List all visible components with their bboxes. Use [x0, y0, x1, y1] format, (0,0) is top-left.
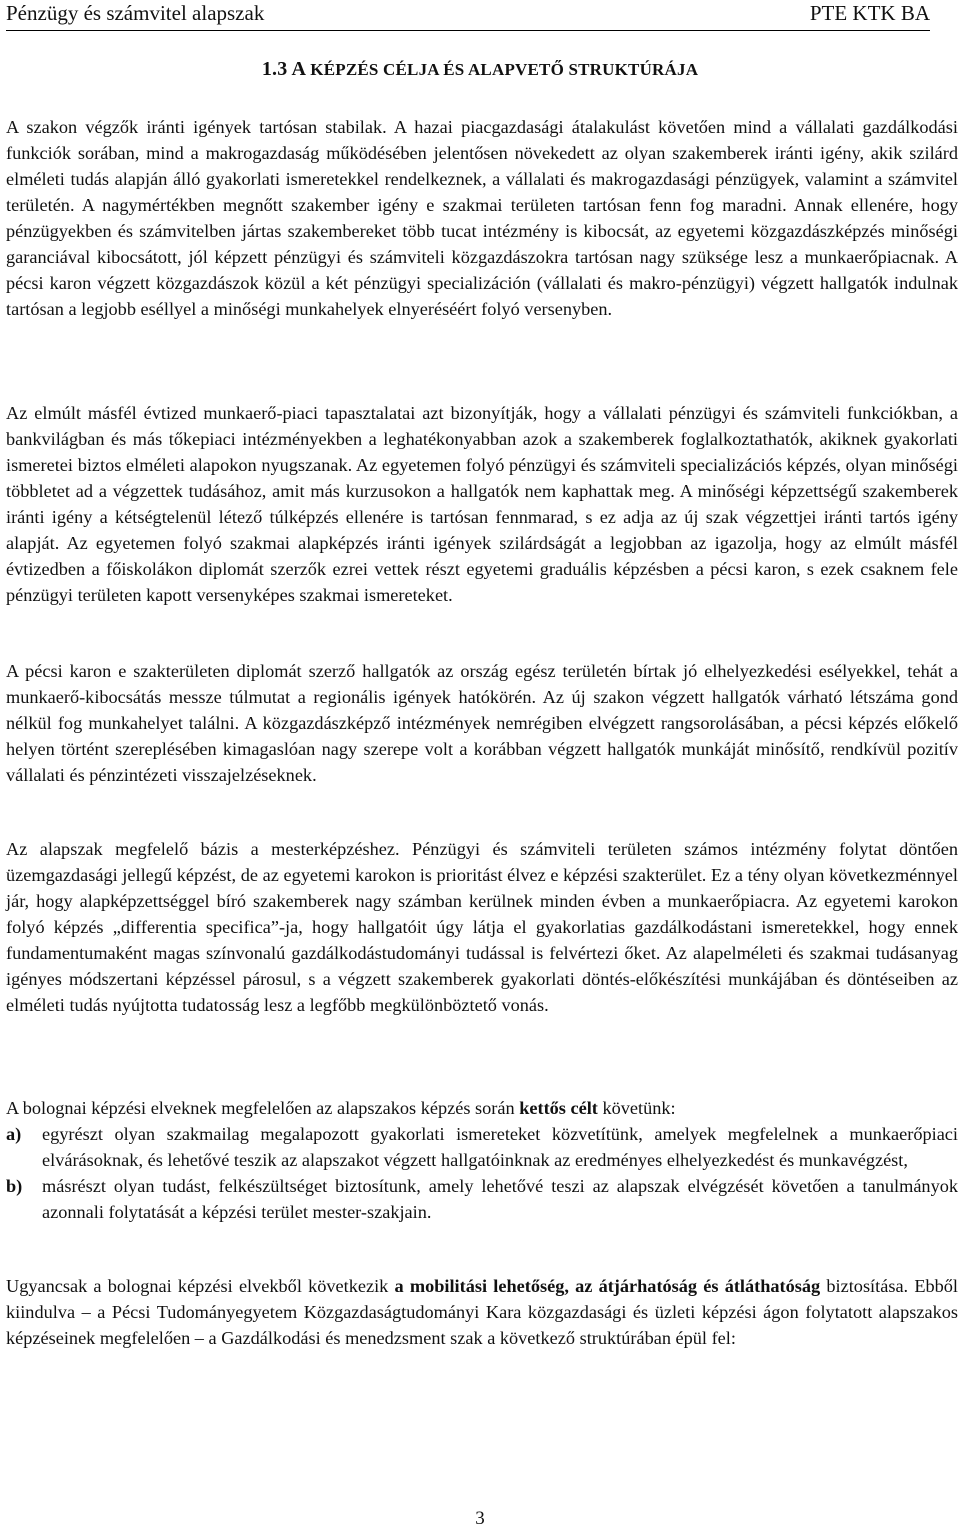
list-item: [6, 1173, 958, 1225]
paragraph-demand: A szakon végzők iránti igények tartósan stabilak. A hazai piacgazdasági átalakulást követően mind a vállalati gazdálkodási funkciók sorában, mind a makrogazdaság működésében jelentősen növekedett az olyan szakemberek iránti igény, akik szilárd elméleti tudás alapján álló gyakorlati ismeretekkel rendelkeznek, a vállalati és makrogazdasági pénzügyek, valamint a számvitel területén. A nagymértékben megnőtt szakember igény e szakmai területen tartósan fenn fog maradni. Annak ellenére, hogy pénzügyekben és számvitelben jártas szakembereket több tucat intézmény is kibocsát, az egyetemi közgazdászképzés minőségi garanciával kibocsátott, jól képzett pénzügyi és számviteli közgazdászokra tartósan nagy szüksége lesz a munkaerőpiacnak. A pécsi karon végzett közgazdászok közül a két pénzügyi specializáción (vállalati és makro-pénzügyi) végzett hallgatók indulnak tartósan a legjobb eséllyel a minőségi munkahelyek elnyeréséért folyó versenyben.: [6, 117, 958, 319]
paragraph-dual-goal: [6, 1095, 958, 1121]
mobility-emphasis: a mobilitási lehetőség, az átjárhatóság és átláthatóság: [394, 1276, 821, 1296]
mobility-text-after: biztosítása. Ebből kiindulva – a Pécsi Tudományegyetem Közgazdaságtudományi Kara közgazdasági és üzleti képzési ágon folytatott alapszakos képzéseinek megfelelően – a Gazdálkodási és menedzsment szak a következő struktúrában épül fel:: [6, 1276, 959, 1348]
running-header: [6, 0, 930, 31]
mobility-text-before: Ugyancsak a bolognai képzési elvekből következik: [6, 1276, 395, 1296]
list-item-text: másrészt olyan tudást, felkészültséget biztosítunk, amely lehetővé teszi az alapszak elvégzését követően a tanulmányok azonnali folytatását a képzési terület mester-szakjain.: [42, 1176, 958, 1222]
paragraph-placement: A pécsi karon e szakterületen diplomát szerző hallgatók az ország egész területén bírtak jó elhelyezkedési esélyekkel, tehát a munkaerő-kibocsátás messze túlmutat a regionális igények hatókörén. Az új szakon végzett hallgatók várható létszáma gond nélkül fog munkahelyet találni. A közgazdászképző intézmények nemrégiben elvégzett rangsorolásában, a pécsi képzés előkelő helyen történt szereplésében kimagaslóan nagy szerepe volt a korábban végzett hallgatók munkáját minősítő, rendkívül pozitív vállalati és pénzintézeti visszajelzéseknek.: [6, 661, 958, 785]
header-course-name: Pénzügy és számvitel alapszak: [6, 1, 265, 25]
dual-goal-emphasis: kettős célt: [519, 1098, 598, 1118]
list-item-marker: b): [6, 1176, 23, 1196]
section-number: 1.3: [261, 58, 288, 80]
dual-goal-text-after: követünk:: [597, 1098, 676, 1118]
list-item: [6, 1121, 958, 1173]
paragraph-mobility: [6, 1273, 958, 1377]
section-title: [0, 58, 960, 81]
section-title-first-letter: A: [291, 58, 306, 80]
page-number: 3: [475, 1508, 485, 1529]
paragraph-labour-market: Az elmúlt másfél évtized munkaerő-piaci tapasztalatai azt bizonyítják, hogy a vállalati pénzügyi és számviteli funkciókban, a bankvilágban és más tőkepiaci intézményekben a leghatékonyabban azok a szakemberek foglalkoztathatók, akiknek gyakorlati ismeretei biztos elméleti alapokon nyugszanak. Az egyetemen folyó pénzügyi és számviteli specializációs képzés, olyan minőségi többletet ad a végzettek tudásához, amit más kurzusokon a hallgatók nem kaphattak meg. A minőségi képzettségű szakemberek iránti igény a kétségtelenül létező túlképzés ellenére is tartósan fennmarad, s ez adja az új szak végzettjei iránti tartós igény alapját. Az egyetemen folyó szakmai alapképzés iránti igények szilárdságát a legjobban az igazolja, hogy az elmúlt másfél évtizedben a főiskolákon diplomát szerzők ezrei vettek részt egyetemi graduális képzésben a pécsi karon, s ezek csaknem fele pénzügyi területen kapott versenyképes szakmai ismereteket.: [6, 403, 958, 605]
document-body: [6, 114, 958, 1377]
header-institution: PTE KTK BA: [809, 1, 930, 25]
dual-goal-text-before: A bolognai képzési elveknek megfelelően az alapszakos képzés során: [6, 1098, 520, 1118]
list-item-marker: a): [6, 1124, 22, 1144]
goals-list: [6, 1121, 958, 1251]
paragraph-master-basis: Az alapszak megfelelő bázis a mesterképzéshez. Pénzügyi és számviteli területen számos intézmény folytat döntően üzemgazdasági jellegű képzést, de az egyetemi karokon is prioritást élvez e képzési szakterület. Ez a tény olyan következménnyel jár, hogy alapképzettséggel bíró szakemberek nagy számban kerülnek minden évben a munkaerőpiacra. Az egyetemi karokon folyó képzés „differentia specifica”-ja, hogy hallgatóit úgy látja el gyakorlatias gazdálkodástani ismeretekkel, hogy ennek fundamentumaként magas színvonalú gazdálkodástudományi tudással is felvértezi őket. Az alapelméleti és szakmai tudásanyag igényes módszertani képzéssel párosul, s a végzett szakemberek gyakorlati döntés-előkészítési munkájában és döntéseiben az elméleti tudás nyújtotta tudatosság lesz a legfőbb megkülönböztető vonás.: [6, 839, 958, 1015]
section-title-text: KÉPZÉS CÉLJA ÉS ALAPVETŐ STRUKTÚRÁJA: [310, 60, 699, 79]
list-item-text: egyrészt olyan szakmailag megalapozott gyakorlati ismereteket közvetítünk, amelyek megfelelnek a munkaerőpiaci elvárásoknak, és lehetővé teszik az alapszakot végzett hallgatóinknak az eredményes elhelyezkedést és munkavégzést,: [42, 1124, 958, 1170]
